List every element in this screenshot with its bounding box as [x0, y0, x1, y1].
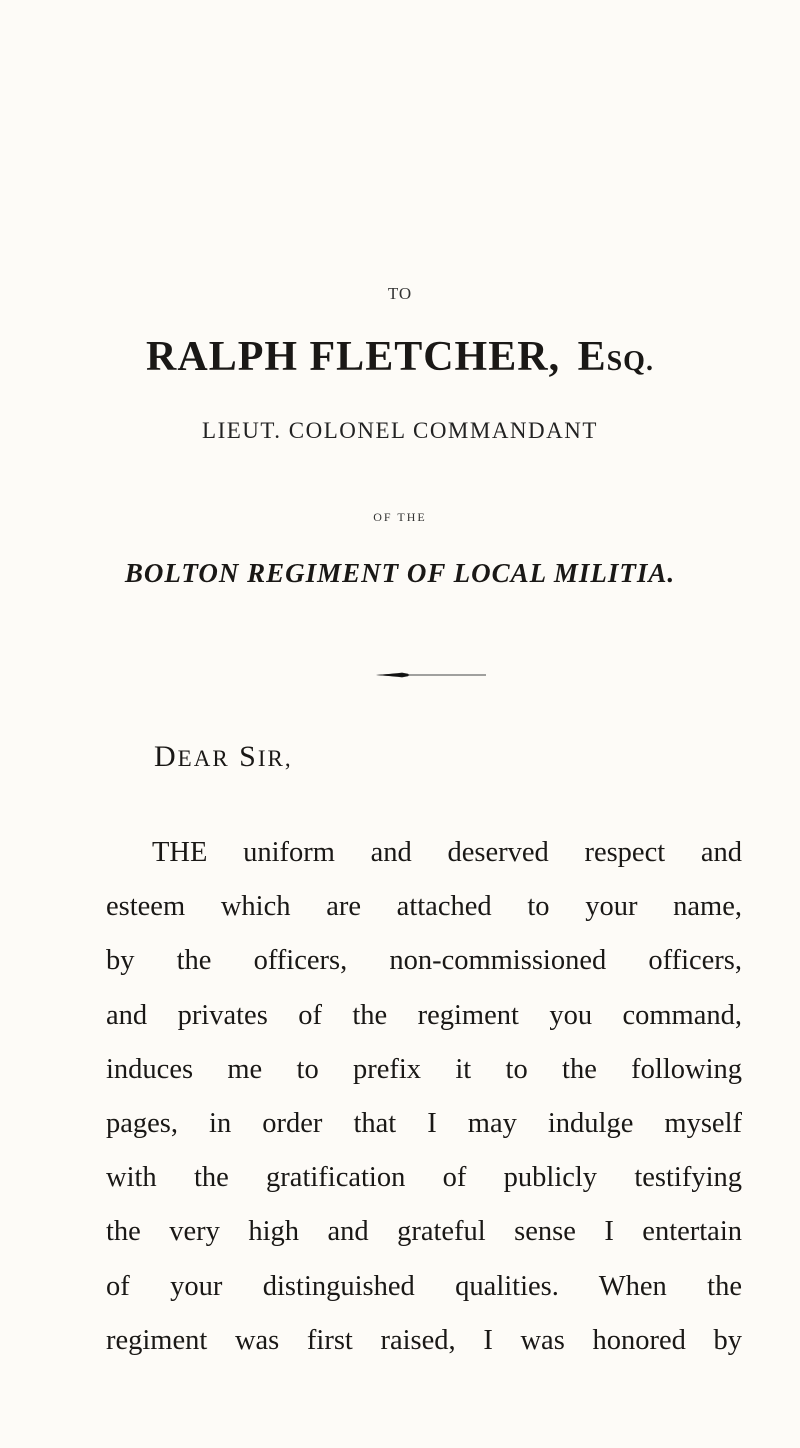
body-line: regiment was first raised, I was honored by — [106, 1324, 742, 1356]
salutation-s: S — [239, 740, 258, 773]
salutation-ir: IR, — [257, 746, 293, 771]
addressee-name — [0, 336, 800, 378]
body-line: THE uniform and deserved respect and — [152, 837, 742, 868]
addressee-rank: LIEUT. COLONEL COMMANDANT — [202, 418, 598, 443]
regiment-name: BOLTON REGIMENT OF LOCAL MILITIA. — [124, 558, 676, 588]
body-line: induces me to prefix it to the following — [106, 1053, 742, 1085]
of-the-line: OF THE — [373, 510, 427, 524]
salutation-d: D — [154, 740, 178, 773]
letter-salutation — [154, 740, 293, 774]
body-line: the very high and grateful sense I entertain — [106, 1216, 742, 1248]
body-line: of your distinguished qualities. When the — [106, 1270, 742, 1302]
body-line: esteem which are attached to your name, — [106, 891, 742, 923]
suffix-rest: SQ. — [606, 346, 654, 377]
dedication-to: TO — [387, 284, 413, 303]
salutation-ear: EAR — [177, 746, 230, 771]
body-line: and privates of the regiment you command, — [106, 999, 742, 1031]
body-line: with the gratification of publicly testifying — [106, 1162, 742, 1194]
body-line: by the officers, non-commissioned officers, — [106, 945, 742, 977]
addressee-suffix — [578, 334, 654, 380]
letter-body — [106, 826, 742, 1368]
ornamental-rule — [336, 672, 486, 678]
body-line: pages, in order that I may indulge myself — [106, 1108, 742, 1140]
suffix-initial: E — [577, 334, 607, 380]
addressee-full-name: RALPH FLETCHER, — [146, 334, 561, 380]
